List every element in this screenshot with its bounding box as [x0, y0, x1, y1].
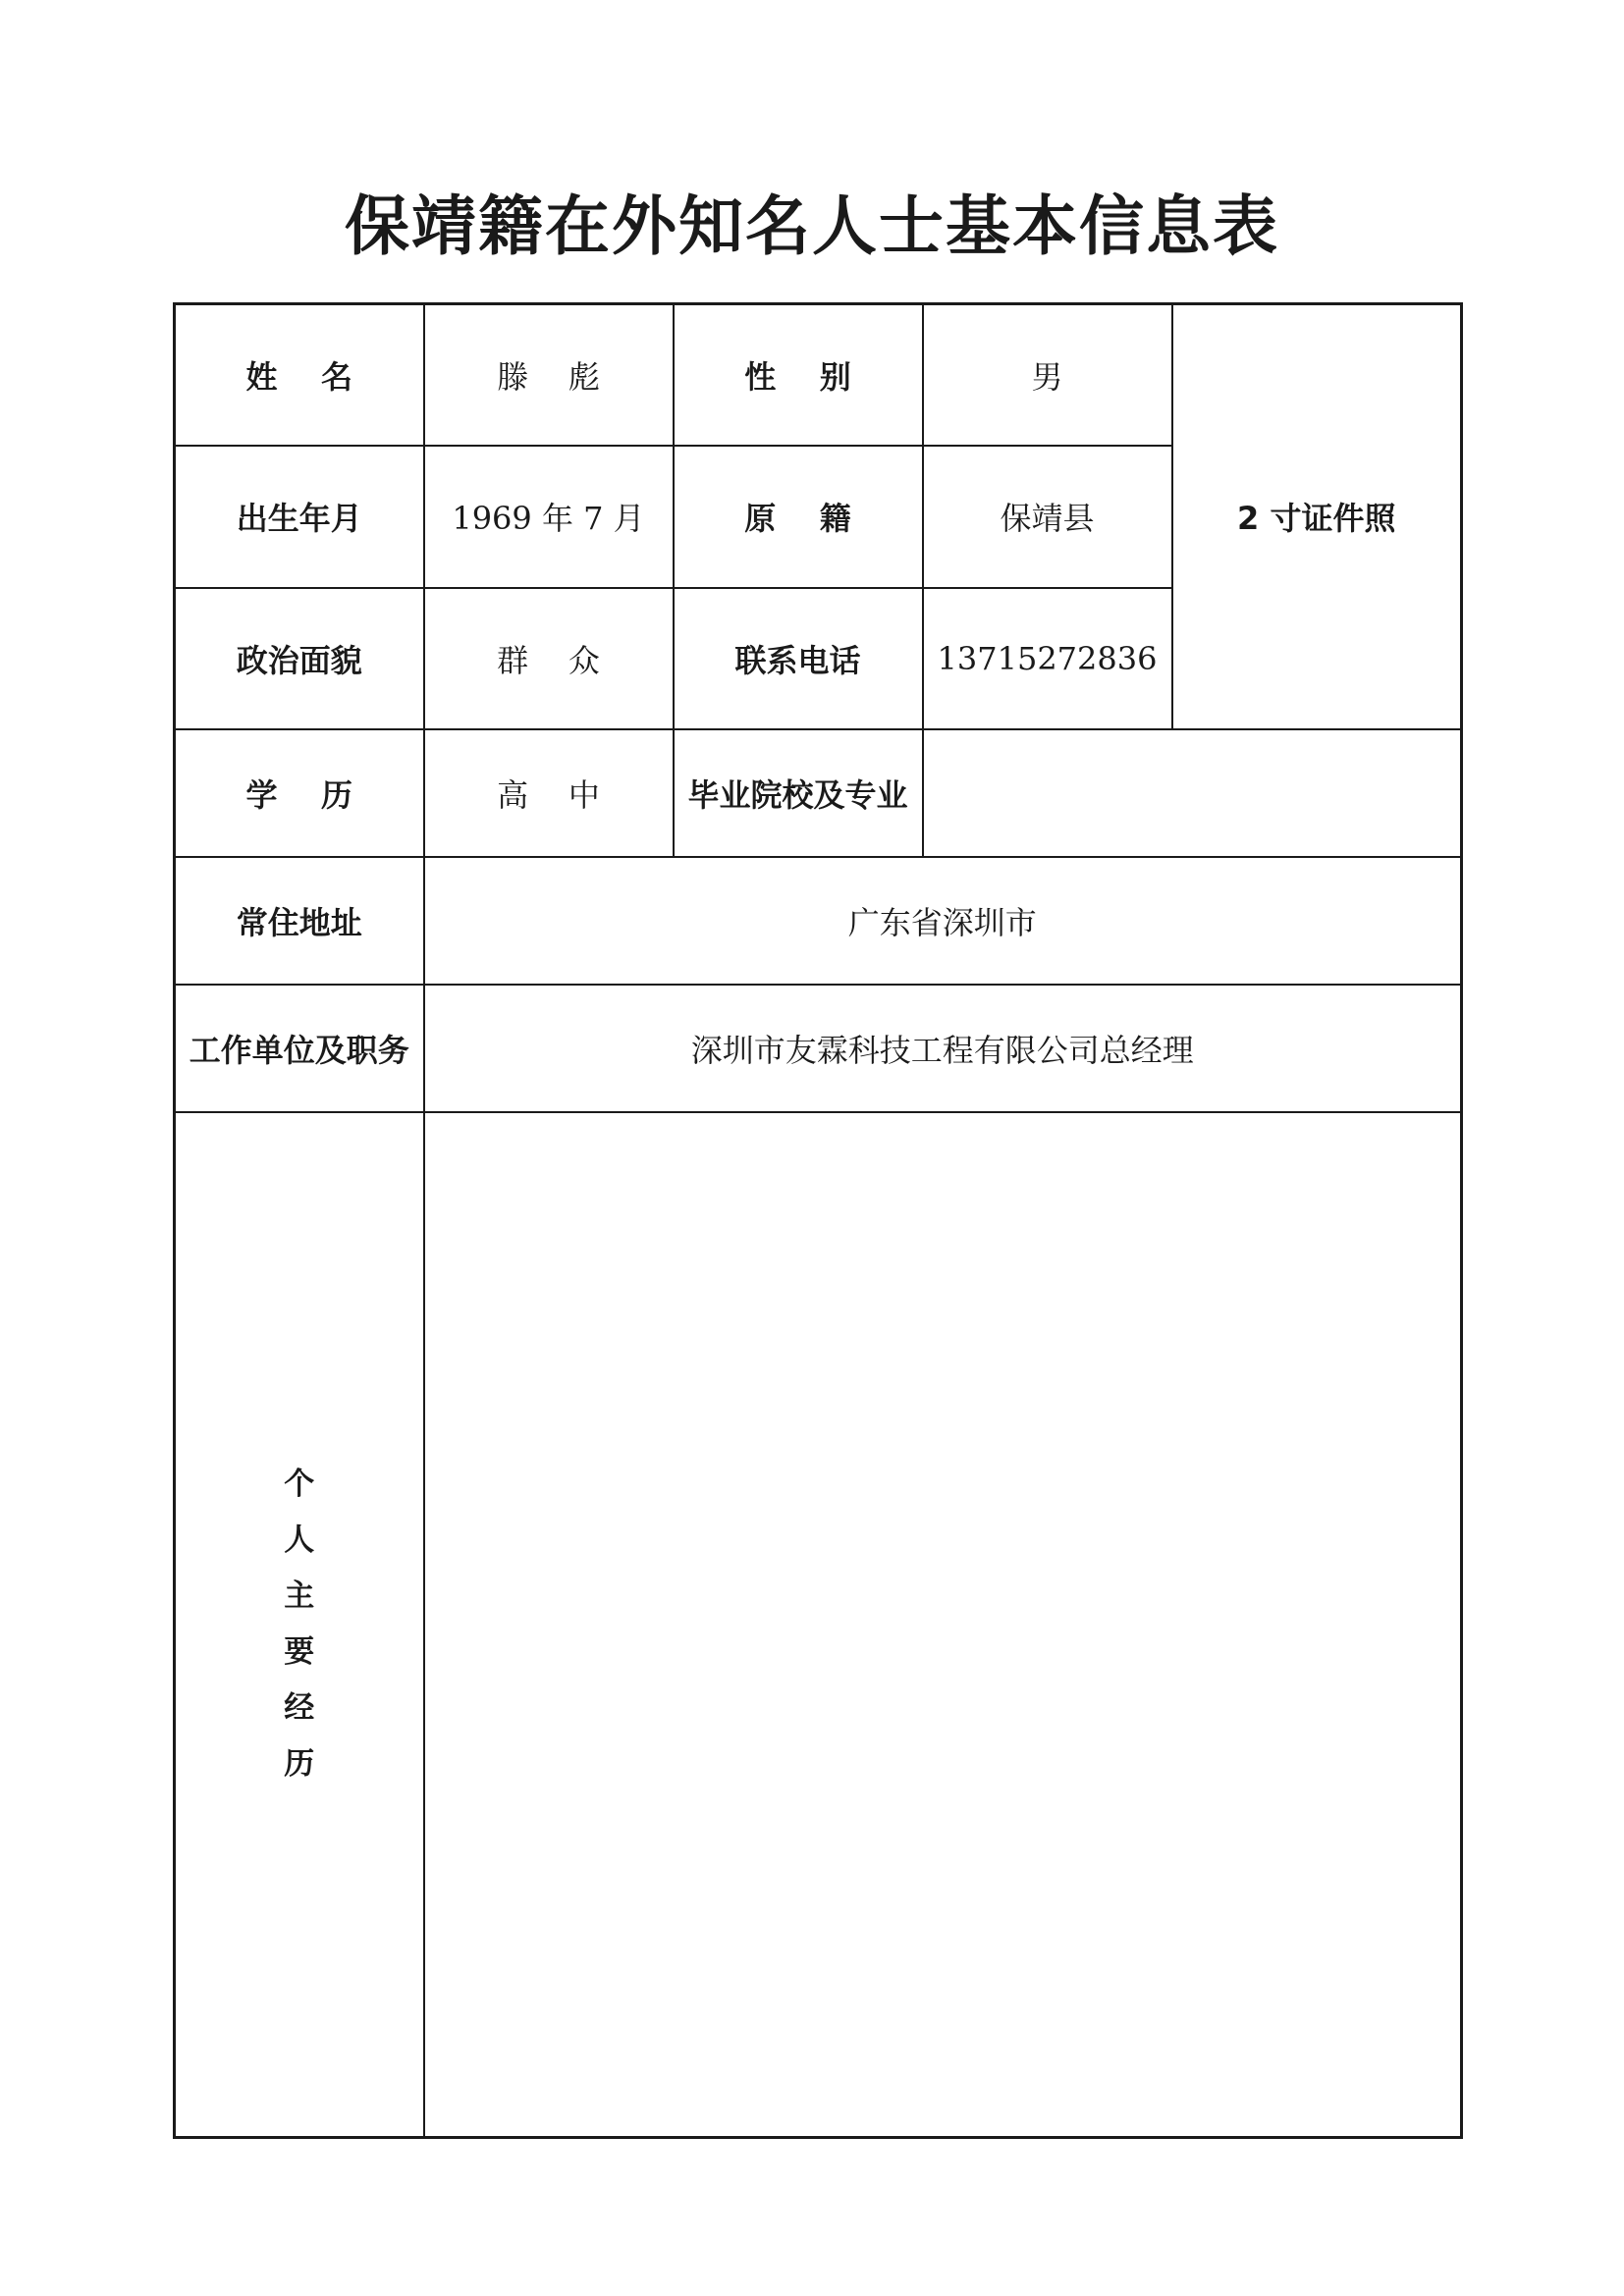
row-address: [175, 857, 1462, 985]
info-table: [173, 302, 1463, 2139]
gender-value: 男: [923, 304, 1172, 446]
address-value: 广东省深圳市: [424, 857, 1462, 985]
experience-label: 个人主要经历: [284, 1466, 315, 1782]
phone-label: 联系电话: [674, 588, 923, 729]
gender-label: 性 别: [674, 304, 923, 446]
name-value: 滕 彪: [424, 304, 674, 446]
row-work: [175, 985, 1462, 1112]
school-value: [923, 729, 1462, 857]
row-experience: [175, 1112, 1462, 2138]
work-value: 深圳市友霖科技工程有限公司总经理: [424, 985, 1462, 1112]
origin-label: 原 籍: [674, 446, 923, 588]
school-label: 毕业院校及专业: [674, 729, 923, 857]
birth-label: 出生年月: [175, 446, 424, 588]
education-value: 高 中: [424, 729, 674, 857]
name-label: 姓 名: [175, 304, 424, 446]
politics-label: 政治面貌: [175, 588, 424, 729]
experience-label-cell: [175, 1112, 424, 2138]
work-label: 工作单位及职务: [175, 985, 424, 1112]
row-name: [175, 304, 1462, 446]
education-label: 学 历: [175, 729, 424, 857]
experience-value: [424, 1112, 1462, 2138]
photo-placeholder: 2 寸证件照: [1172, 304, 1462, 729]
birth-value: 1969 年 7 月: [424, 446, 674, 588]
origin-value: 保靖县: [923, 446, 1172, 588]
page-title: 保靖籍在外知名人士基本信息表: [345, 187, 1279, 264]
phone-value: 13715272836: [923, 588, 1172, 729]
row-education: [175, 729, 1462, 857]
address-label: 常住地址: [175, 857, 424, 985]
politics-value: 群 众: [424, 588, 674, 729]
